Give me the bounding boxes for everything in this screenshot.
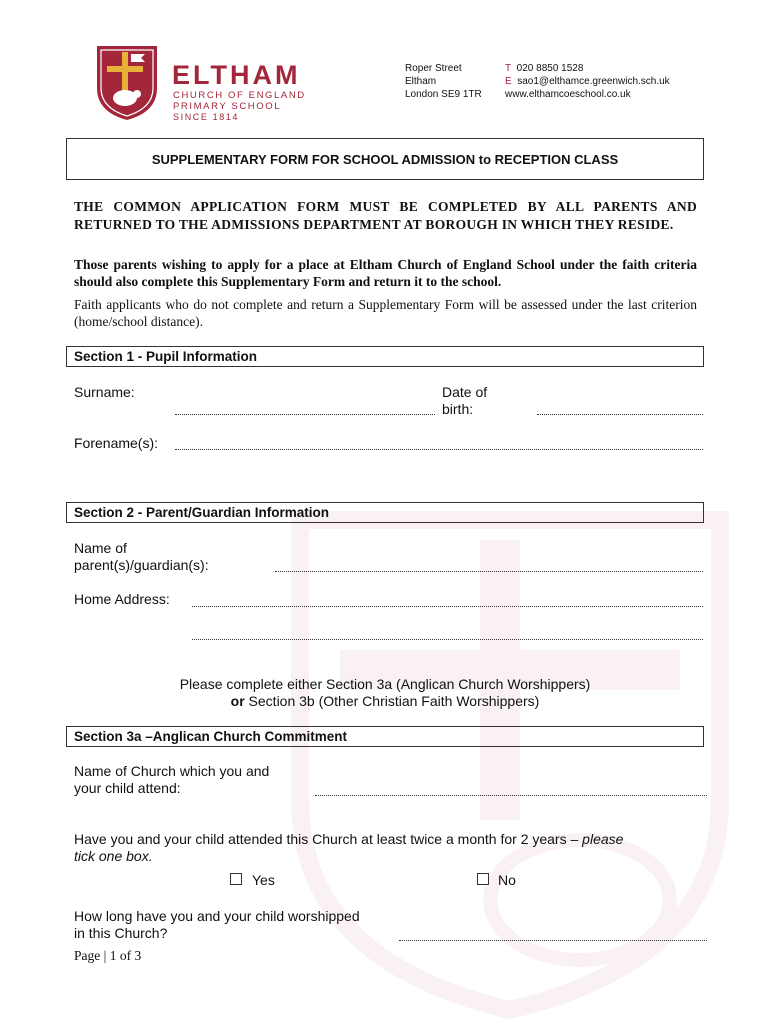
phone-number: 020 8850 1528 <box>516 63 584 74</box>
parent-name-label <box>74 540 209 574</box>
surname-label: Surname: <box>74 384 135 400</box>
instruction-or: or <box>230 693 245 709</box>
parent-name-field[interactable] <box>275 571 703 572</box>
church-name-label-line1: Name of Church which you and <box>74 763 270 779</box>
intro-common-application: THE COMMON APPLICATION FORM MUST BE COMPLETED BY ALL PARENTS AND RETURNED TO THE ADMISSIONS DEPARTMENT AT BOROUGH IN WHICH THEY RESIDE. <box>74 199 697 232</box>
email-address[interactable]: sao1@elthamce.greenwich.sch.uk <box>517 76 670 87</box>
forename-field[interactable] <box>175 449 703 450</box>
website-link[interactable]: www.elthamcoeschool.co.uk <box>505 89 631 100</box>
school-since: SINCE 1814 <box>173 112 240 122</box>
dob-label-line1: Date of <box>442 384 488 400</box>
yes-checkbox[interactable] <box>230 873 242 885</box>
page-number: Page | 1 of 3 <box>74 948 142 963</box>
phone-prefix: T <box>505 63 512 74</box>
surname-field[interactable] <box>175 414 435 415</box>
church-name-field[interactable] <box>315 795 707 796</box>
address-line: Roper Street <box>405 63 462 74</box>
email-line <box>505 75 670 88</box>
how-long-label-line2: in this Church? <box>74 925 168 941</box>
email-prefix: E <box>505 76 512 87</box>
instruction-line2-text: Section 3b (Other Christian Faith Worshippers) <box>244 693 540 709</box>
school-contact <box>505 62 670 101</box>
address-line: Eltham <box>405 76 437 87</box>
dob-label-line2: birth: <box>442 401 474 417</box>
church-name-label-line2: your child attend: <box>74 780 181 796</box>
how-long-label <box>74 908 360 942</box>
dob-field[interactable] <box>537 414 703 415</box>
instruction-line2 <box>0 693 770 710</box>
home-address-label: Home Address: <box>74 591 170 607</box>
section-choice-instruction <box>0 676 770 710</box>
home-address-field-1[interactable] <box>192 606 703 607</box>
school-subtitle-primary: PRIMARY SCHOOL <box>173 101 282 112</box>
intro-faith-criteria: Those parents wishing to apply for a place at Eltham Church of England School under the faith criteria should also complete this Supplementary Form and return it to the school. <box>74 257 697 289</box>
section-2-header: Section 2 - Parent/Guardian Information <box>66 502 704 523</box>
school-name: ELTHAM <box>172 60 301 90</box>
attendance-question-tick: tick one box. <box>74 848 153 864</box>
no-checkbox[interactable] <box>477 873 489 885</box>
how-long-field[interactable] <box>399 940 707 941</box>
how-long-label-line1: How long have you and your child worshipped <box>74 908 360 924</box>
forename-label: Forename(s): <box>74 435 159 451</box>
attendance-question <box>74 831 704 865</box>
no-label: No <box>498 872 516 888</box>
attendance-question-text: Have you and your child attended this Church at least twice a month for 2 years – <box>74 831 583 847</box>
school-crest-logo <box>95 42 159 122</box>
school-address <box>405 62 482 101</box>
yes-label: Yes <box>252 872 275 888</box>
attendance-question-please: please <box>582 831 624 847</box>
parent-name-label-line2: parent(s)/guardian(s): <box>74 557 209 573</box>
section-3a-header: Section 3a –Anglican Church Commitment <box>66 726 704 747</box>
address-line: London SE9 1TR <box>405 89 482 100</box>
watermark-crest <box>280 500 740 1020</box>
phone-line <box>505 62 670 75</box>
parent-name-label-line1: Name of <box>74 540 127 556</box>
intro-faith-applicants-note: Faith applicants who do not complete and return a Supplementary Form will be assessed under the last criterion (home/school distance). <box>74 297 697 329</box>
instruction-line1: Please complete either Section 3a (Anglican Church Worshippers) <box>179 676 591 692</box>
dob-label <box>442 384 487 418</box>
form-title: SUPPLEMENTARY FORM FOR SCHOOL ADMISSION to RECEPTION CLASS <box>66 138 704 180</box>
home-address-field-2[interactable] <box>192 639 703 640</box>
section-1-header: Section 1 - Pupil Information <box>66 346 704 367</box>
church-name-label <box>74 763 269 797</box>
school-subtitle-church: CHURCH OF ENGLAND <box>173 90 306 101</box>
